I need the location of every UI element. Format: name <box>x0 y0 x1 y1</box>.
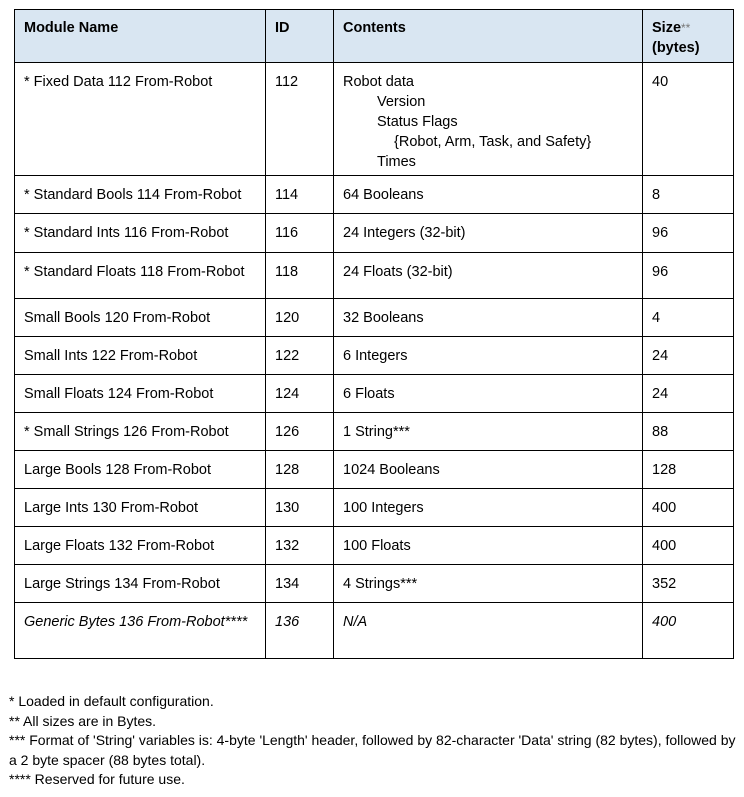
table-row <box>15 603 734 659</box>
contents-subline: Version <box>377 94 426 110</box>
module-contents-cell: 24 Integers (32-bit) <box>334 214 643 253</box>
header-size <box>643 10 734 63</box>
module-id-cell: 116 <box>266 214 334 253</box>
header-id: ID <box>266 10 334 63</box>
table-row <box>15 413 734 451</box>
table-row <box>15 375 734 413</box>
header-size-unit: (bytes) <box>652 40 700 56</box>
module-id-cell: 114 <box>266 176 334 214</box>
contents-subline: Status Flags <box>377 114 458 130</box>
module-id-cell: 130 <box>266 489 334 527</box>
module-size-cell: 96 <box>643 253 734 299</box>
module-id-cell: 126 <box>266 413 334 451</box>
module-size-cell: 128 <box>643 451 734 489</box>
module-name-cell: * Fixed Data 112 From-Robot <box>15 63 266 176</box>
module-size-cell: 352 <box>643 565 734 603</box>
table-row <box>15 451 734 489</box>
module-name-cell: Small Bools 120 From-Robot <box>15 299 266 337</box>
contents-subline: {Robot, Arm, Task, and Safety} <box>394 134 592 150</box>
module-size-cell: 400 <box>643 603 734 659</box>
module-contents-cell: 64 Booleans <box>334 176 643 214</box>
header-size-label: Size <box>652 20 682 36</box>
module-contents-cell: 6 Floats <box>334 375 643 413</box>
module-id-cell: 124 <box>266 375 334 413</box>
module-size-cell: 8 <box>643 176 734 214</box>
table-row <box>15 176 734 214</box>
module-name-cell: Large Floats 132 From-Robot <box>15 527 266 565</box>
module-id-cell: 122 <box>266 337 334 375</box>
contents-subline: Times <box>377 154 416 170</box>
module-contents-cell: 24 Floats (32-bit) <box>334 253 643 299</box>
table-row <box>15 565 734 603</box>
module-contents-cell <box>334 63 643 176</box>
module-name-cell: * Standard Ints 116 From-Robot <box>15 214 266 253</box>
table-row <box>15 214 734 253</box>
module-contents-cell: 6 Integers <box>334 337 643 375</box>
module-name-cell: Large Ints 130 From-Robot <box>15 489 266 527</box>
module-id-cell: 132 <box>266 527 334 565</box>
module-contents-cell: 32 Booleans <box>334 299 643 337</box>
footnotes <box>9 692 737 790</box>
module-id-cell: 118 <box>266 253 334 299</box>
footnote: **** Reserved for future use. <box>9 771 185 787</box>
contents-line: Robot data <box>343 74 414 90</box>
module-name-cell: * Standard Bools 114 From-Robot <box>15 176 266 214</box>
module-contents-cell: N/A <box>334 603 643 659</box>
header-row <box>15 10 734 63</box>
module-contents-cell: 1024 Booleans <box>334 451 643 489</box>
table-row <box>15 299 734 337</box>
module-contents-cell: 100 Floats <box>334 527 643 565</box>
module-size-cell: 24 <box>643 375 734 413</box>
footnote: * Loaded in default configuration. <box>9 693 214 709</box>
header-contents: Contents <box>334 10 643 63</box>
module-contents-cell: 1 String*** <box>334 413 643 451</box>
module-size-cell: 400 <box>643 527 734 565</box>
module-id-cell: 134 <box>266 565 334 603</box>
table-row <box>15 337 734 375</box>
module-name-cell: Large Bools 128 From-Robot <box>15 451 266 489</box>
header-size-stars: ** <box>681 21 691 35</box>
module-name-cell: Small Ints 122 From-Robot <box>15 337 266 375</box>
module-id-cell: 136 <box>266 603 334 659</box>
table-row <box>15 489 734 527</box>
table-row <box>15 253 734 299</box>
module-id-cell: 120 <box>266 299 334 337</box>
module-size-cell: 40 <box>643 63 734 176</box>
module-size-cell: 400 <box>643 489 734 527</box>
footnote: ** All sizes are in Bytes. <box>9 712 157 729</box>
module-name-cell: Large Strings 134 From-Robot <box>15 565 266 603</box>
table-row <box>15 527 734 565</box>
module-name-cell: Generic Bytes 136 From-Robot**** <box>15 603 266 659</box>
header-module-name: Module Name <box>15 10 266 63</box>
module-name-cell: * Small Strings 126 From-Robot <box>15 413 266 451</box>
module-id-cell: 112 <box>266 63 334 176</box>
module-contents-cell: 4 Strings*** <box>334 565 643 603</box>
module-size-cell: 96 <box>643 214 734 253</box>
module-size-cell: 4 <box>643 299 734 337</box>
module-contents-cell: 100 Integers <box>334 489 643 527</box>
module-size-cell: 88 <box>643 413 734 451</box>
module-id-cell: 128 <box>266 451 334 489</box>
table-row <box>15 63 734 176</box>
modules-table <box>14 9 734 659</box>
footnote: *** Format of 'String' variables is: 4-byte 'Length' header, followed by 82-character 'Data' string (82 bytes), followed by a 2 byte spacer (88 bytes total). <box>9 732 736 768</box>
module-name-cell: Small Floats 124 From-Robot <box>15 375 266 413</box>
module-size-cell: 24 <box>643 337 734 375</box>
module-name-cell: * Standard Floats 118 From-Robot <box>15 253 266 299</box>
